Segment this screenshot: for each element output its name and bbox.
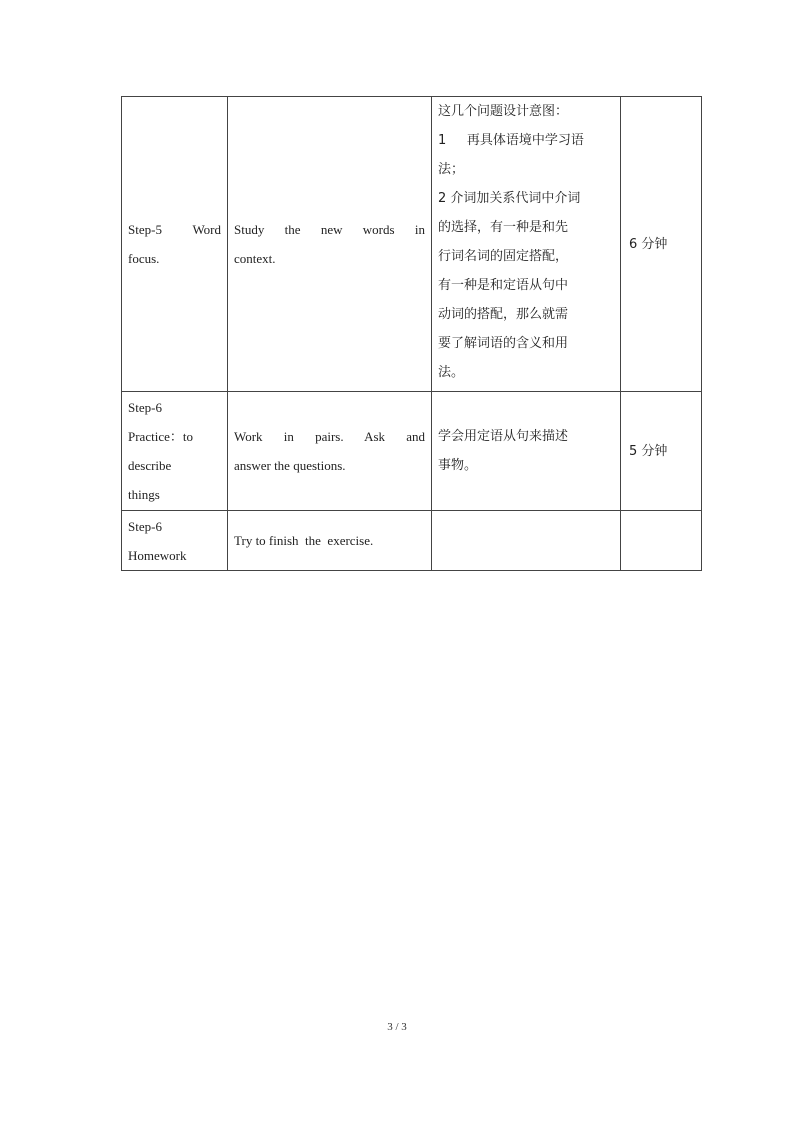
activity-text-line: answer the questions. bbox=[234, 458, 346, 473]
step-cell bbox=[122, 392, 228, 511]
activity-text-line: context. bbox=[234, 251, 276, 266]
step-cell bbox=[122, 97, 228, 392]
step-text-line: Homework bbox=[128, 547, 187, 563]
intent-text-line: 要了解词语的含义和用 bbox=[438, 336, 569, 351]
intent-text-line: 动词的搭配，那么就需 bbox=[438, 307, 569, 322]
intent-text-line: 法。 bbox=[438, 365, 465, 380]
intent-text-line: 的选择，有一种是和先 bbox=[438, 220, 569, 235]
activity-text-line: Work in pairs. Ask and bbox=[234, 429, 425, 444]
activity-cell bbox=[228, 511, 432, 571]
intent-text-line: 学会用定语从句来描述 bbox=[438, 429, 569, 444]
intent-text-line: 事物。 bbox=[438, 458, 478, 473]
activity-text-line: Study the new words in bbox=[234, 222, 425, 237]
table-row bbox=[122, 97, 702, 392]
intent-cell bbox=[432, 392, 621, 511]
step-text-line: Step-6 bbox=[128, 400, 162, 415]
activity-text-line: Try to finish the exercise. bbox=[234, 533, 374, 548]
step-text-line: focus. bbox=[128, 251, 160, 266]
table-row bbox=[122, 392, 702, 511]
intent-text-line: 1 再具体语境中学习语 bbox=[438, 133, 584, 148]
lesson-plan-table bbox=[121, 96, 702, 571]
intent-cell-empty bbox=[432, 511, 621, 571]
intent-text-line: 法； bbox=[438, 162, 465, 177]
intent-text-line: 有一种是和定语从句中 bbox=[438, 278, 569, 293]
step-text-line: describe bbox=[128, 458, 172, 473]
step-text-line: Step-5 Word bbox=[128, 222, 221, 237]
activity-cell bbox=[228, 97, 432, 392]
time-cell: 5 分钟 bbox=[621, 392, 702, 511]
activity-cell bbox=[228, 392, 432, 511]
intent-text-line: 2 介词加关系代词中介词 bbox=[438, 191, 581, 206]
intent-cell bbox=[432, 97, 621, 392]
time-cell: 6 分钟 bbox=[621, 97, 702, 392]
step-text-line: Practice：to bbox=[128, 429, 193, 444]
intent-text-line: 这几个问题设计意图： bbox=[438, 104, 569, 119]
page-number: 3 / 3 bbox=[387, 1021, 407, 1033]
step-cell bbox=[122, 511, 228, 571]
time-cell-empty bbox=[621, 511, 702, 571]
step-text-line: things bbox=[128, 487, 160, 502]
table-row bbox=[122, 511, 702, 571]
intent-text-line: 行词名词的固定搭配， bbox=[438, 249, 569, 264]
step-text-line: Step-6 bbox=[128, 518, 162, 534]
